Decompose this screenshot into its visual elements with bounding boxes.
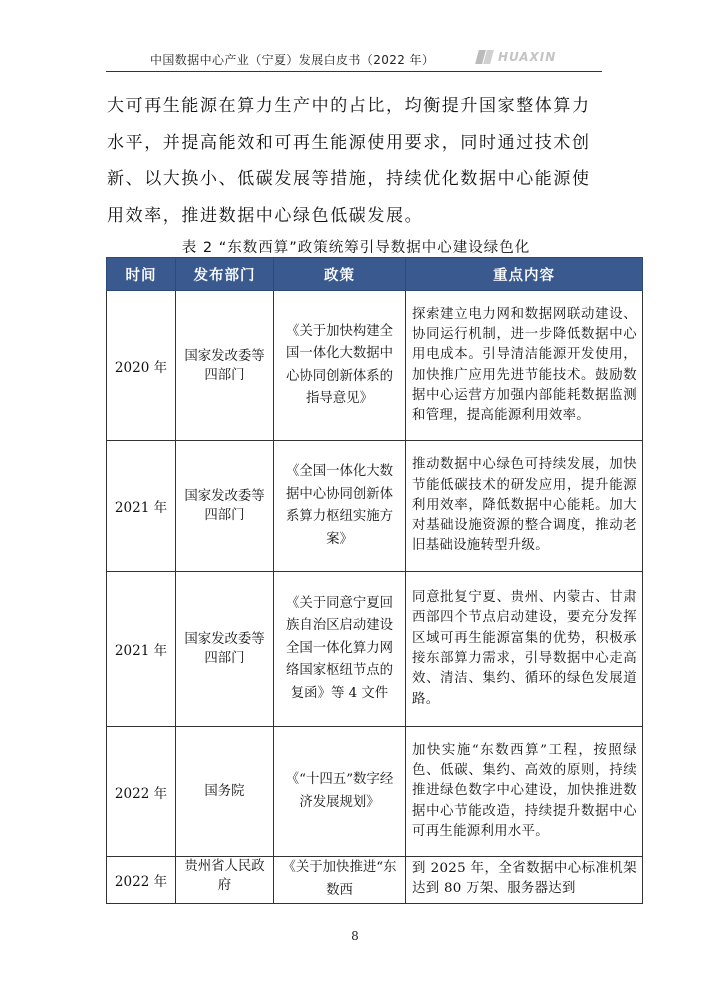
body-paragraph <box>107 88 607 234</box>
cell-year: 2021 年 <box>107 572 176 727</box>
page-number: 8 <box>351 929 359 943</box>
table-row <box>107 857 643 904</box>
table-row <box>107 727 643 857</box>
cell-department: 国家发改委等四部门 <box>176 441 274 572</box>
cell-department: 国家发改委等四部门 <box>176 291 274 441</box>
body-line: 新、以大换小、低碳发展等措施，持续优化数据中心能源使 <box>107 169 591 190</box>
cell-content: 推动数据中心绿色可持续发展，加快节能低碳技术的研发应用，提升能源利用效率，降低数据中心能耗。加大对基础设施资源的整合调度，推动老旧基础设施转型升级。 <box>406 441 643 572</box>
cell-policy: 《关于加快构建全国一体化大数据中心协同创新体系的指导意见》 <box>274 291 406 441</box>
header-title: 中国数据中心产业（宁夏）发展白皮书（2022 年） <box>150 53 435 67</box>
column-header-key-content: 重点内容 <box>406 258 643 291</box>
cell-year: 2021 年 <box>107 441 176 572</box>
body-line: 水平，并提高能效和可再生能源使用要求，同时通过技术创 <box>107 132 591 153</box>
column-header-time: 时间 <box>107 258 176 291</box>
cell-policy: 《关于同意宁夏回族自治区启动建设全国一体化算力网络国家枢纽节点的复函》等 4 文件 <box>274 572 406 727</box>
cell-content: 同意批复宁夏、贵州、内蒙古、甘肃西部四个节点启动建设，要充分发挥区域可再生能源富集的优势，积极承接东部算力需求，引导数据中心走高效、清洁、集约、循环的绿色发展道路。 <box>406 572 643 727</box>
body-line: 用效率，推进数据中心绿色低碳发展。 <box>107 205 424 226</box>
logo-text: HUAXIN <box>498 50 557 64</box>
header-divider <box>106 71 602 72</box>
cell-policy: 《全国一体化大数据中心协同创新体系算力枢纽实施方案》 <box>274 441 406 572</box>
cell-department: 国家发改委等四部门 <box>176 572 274 727</box>
cell-content: 到 2025 年，全省数据中心标准机架达到 80 万架、服务器达到 <box>406 857 643 904</box>
logo-icon <box>476 50 494 64</box>
table-caption: 表 2 “东数西算”政策统筹引导数据中心建设绿色化 <box>181 240 531 256</box>
cell-year: 2022 年 <box>107 857 176 904</box>
body-line: 大可再生能源在算力生产中的占比，均衡提升国家整体算力 <box>107 96 591 116</box>
cell-year: 2022 年 <box>107 727 176 857</box>
table-row <box>107 572 643 727</box>
cell-department: 国务院 <box>176 727 274 857</box>
cell-policy: 《关于加快推进“东数西 <box>274 857 406 904</box>
column-header-department: 发布部门 <box>176 258 274 291</box>
cell-content: 加快实施“东数西算”工程，按照绿色、低碳、集约、高效的原则，持续推进绿色数字中心建设，加快推进数据中心节能改造，持续提升数据中心可再生能源利用水平。 <box>406 727 643 857</box>
table-row <box>107 441 643 572</box>
page-header <box>106 44 602 70</box>
table-row <box>107 291 643 441</box>
policy-table <box>106 257 643 904</box>
cell-policy: 《“十四五”数字经济发展规划》 <box>274 727 406 857</box>
huaxin-logo <box>476 50 556 64</box>
cell-content: 探索建立电力网和数据网联动建设、协同运行机制，进一步降低数据中心用电成本。引导清洁能源开发使用，加快推广应用先进节能技术。鼓励数据中心运营方加强内部能耗数据监测和管理，提高能源利用效率。 <box>406 291 643 441</box>
cell-department: 贵州省人民政府 <box>176 857 274 904</box>
column-header-policy: 政策 <box>274 258 406 291</box>
cell-year: 2020 年 <box>107 291 176 441</box>
table-header-row <box>107 258 643 291</box>
